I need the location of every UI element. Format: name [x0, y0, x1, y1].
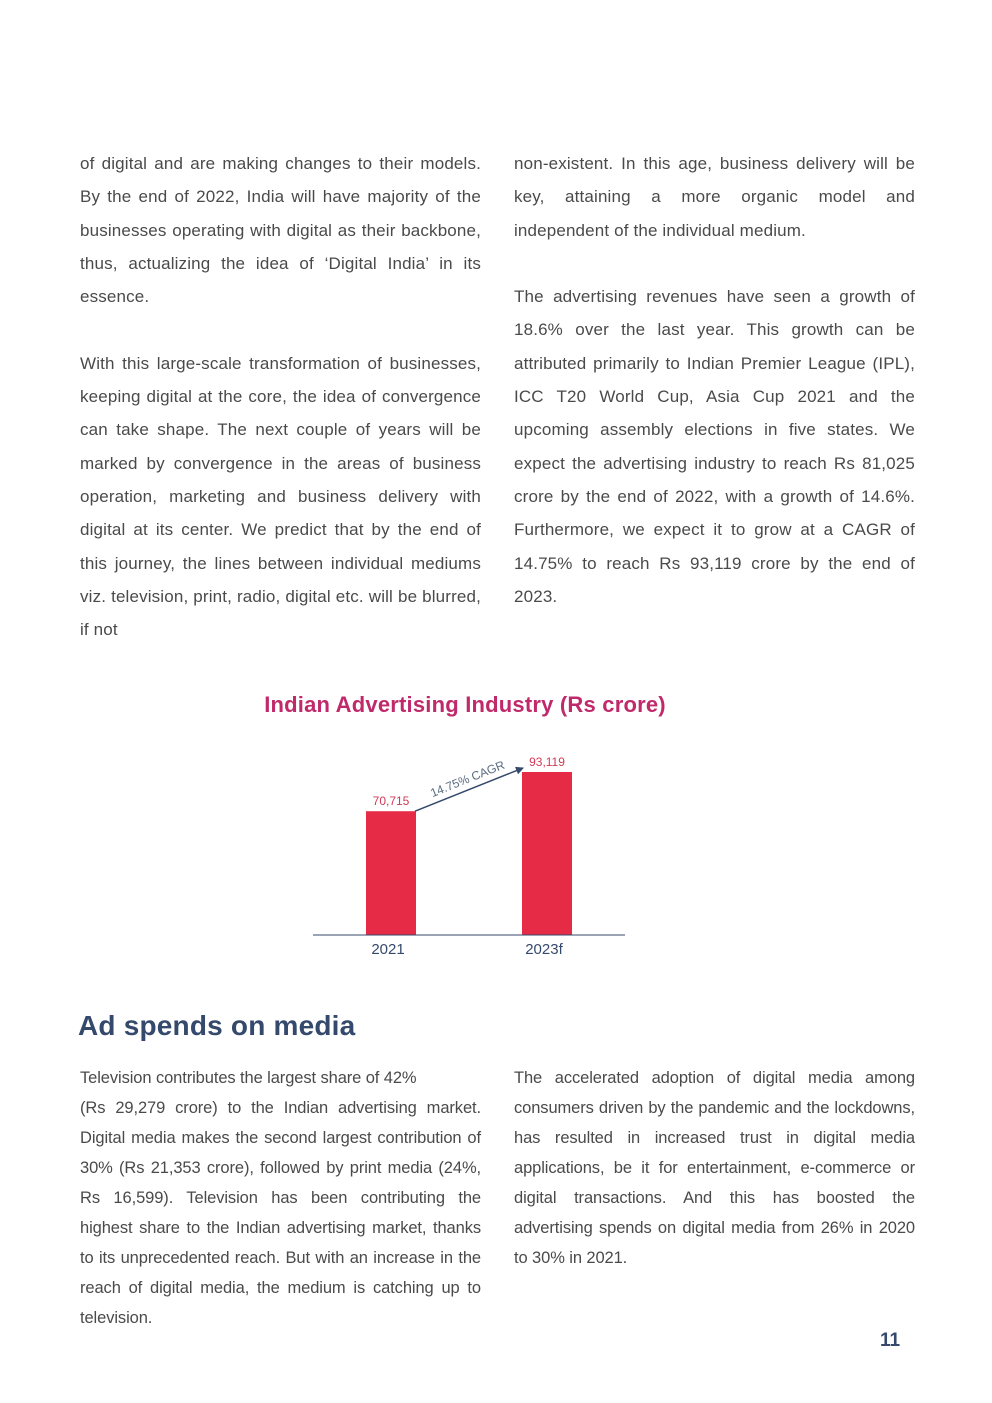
paragraph: The accelerated adoption of digital media among consumers driven by the pandemic and the lockdowns, has resulted in increased trust in digital media applications, be it for entertainment, e-commerce or digital transactions. And this has boosted the advertising spends on digital media from 26% in 2020 to 30% in 2021.	[514, 1069, 915, 1267]
body-column-bottom-left	[80, 1063, 481, 1333]
paragraph: (Rs 29,279 crore) to the Indian advertising market. Digital media makes the second largest contribution of 30% (Rs 21,353 crore), followed by print media (24%, Rs 16,599). Television has been contributing the highest share to the Indian advertising market, thanks to its unprecedented reach. But with an increase in the reach of digital media, the medium is catching up to television.	[80, 1099, 481, 1327]
chart-title: Indian Advertising Industry (Rs crore)	[264, 692, 666, 717]
paragraph: The advertising revenues have seen a growth of 18.6% over the last year. This growth can be attributed primarily to Indian Premier League (IPL), ICC T20 World Cup, Asia Cup 2021 and the upcoming assembly elections in five states. We expect the advertising industry to reach Rs 81,025 crore by the end of 2022, with a growth of 14.6%. Furthermore, we expect it to grow at a CAGR of 14.75% to reach Rs 93,119 crore by the end of 2023.	[514, 287, 915, 606]
paragraph: of digital and are making changes to their models. By the end of 2022, India will have majority of the businesses operating with digital as their backbone, thus, actualizing the idea of ‘Digital India’ in its essence.	[80, 154, 481, 307]
paragraph: With this large-scale transformation of businesses, keeping digital at the core, the idea of convergence can take shape. The next couple of years will be marked by convergence in the areas of business operation, marketing and business delivery with digital at its center. We predict that by the end of this journey, the lines between individual mediums viz. television, print, radio, digital etc. will be blurred, if not	[80, 353, 481, 640]
body-column-bottom-right	[514, 1063, 915, 1273]
bar	[366, 811, 416, 935]
paragraph: non-existent. In this age, business delivery will be key, attaining a more organic model and independent of the individual medium.	[514, 154, 915, 240]
paragraph-first-line: Television contributes the largest share of 42%	[80, 1069, 417, 1087]
x-tick-label: 2023f	[525, 941, 563, 958]
data-label: 93,119	[529, 755, 565, 769]
bar	[522, 772, 572, 935]
cagr-annotation: 14.75% CAGR	[428, 757, 507, 801]
data-label: 70,715	[372, 794, 410, 809]
page-number: 11	[880, 1330, 901, 1351]
section-heading: Ad spends on media	[78, 1010, 356, 1041]
x-tick-label: 2021	[371, 941, 405, 958]
